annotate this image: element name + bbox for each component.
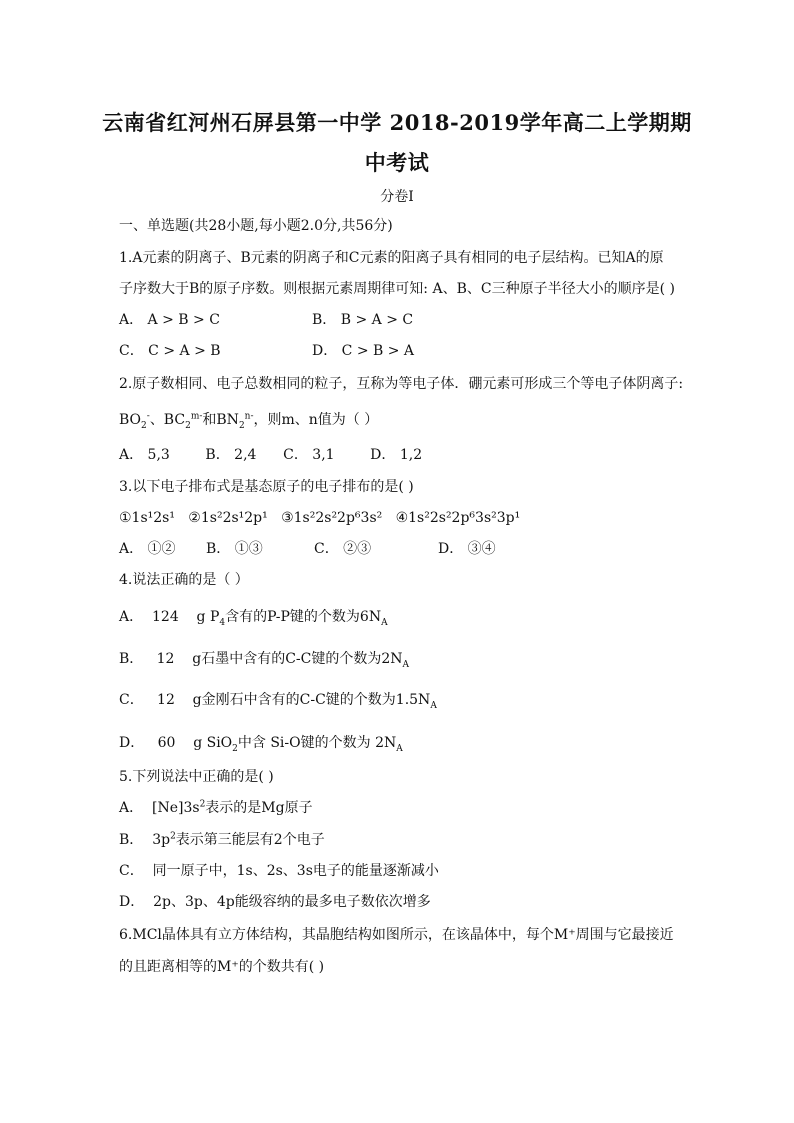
q4-d-na: A	[396, 743, 403, 754]
q1-option-d: D． C > B > A	[312, 343, 415, 359]
q4-stem: 4.说法正确的是（ ）	[119, 572, 249, 588]
q2-bo: BO	[119, 412, 142, 428]
q4-a-pre: A． 124 g P	[119, 609, 220, 625]
q5-b-sup: 2	[170, 831, 176, 842]
title-line-1: 云南省红河州石屏县第一中学 2018-2019学年高二上学期期	[102, 110, 692, 135]
q4-a-post: 含有的P-P键的个数为6N	[225, 609, 382, 625]
q2-bn: 和BN	[202, 412, 239, 428]
q5-option-d: D． 2p、3p、4p能级容纳的最多电子数依次增多	[119, 894, 431, 910]
q4-b-na: A	[402, 659, 410, 670]
title-line-2: 中考试	[364, 150, 430, 175]
q5-option-b	[119, 831, 325, 849]
q4-a-sub: 4	[219, 617, 226, 628]
q1-option-a: A． A > B > C	[119, 312, 220, 328]
q1-stem-line-1: 1.A元素的阴离子、B元素的阴离子和C元素的阳离子具有相同的电子层结构。已知A的原	[119, 250, 664, 266]
q6-stem-line-2: 的且距离相等的M⁺的个数共有( )	[119, 959, 325, 975]
q3-stem: 3.以下电子排布式是基态原子的电子排布的是( )	[119, 479, 414, 495]
q4-d-pre: D． 60 g SiO	[119, 735, 233, 751]
volume-label: 分卷I	[380, 189, 414, 205]
q5-stem: 5.下列说法中正确的是( )	[119, 769, 274, 785]
q5-option-a	[119, 799, 313, 817]
q4-b-pre: B． 12 g石墨中含有的C-C键的个数为2N	[119, 651, 403, 667]
q2-stem-line-1: 2.原子数相同、电子总数相同的粒子，互称为等电子体．硼元素可形成三个等电子体阴离子:	[119, 376, 684, 392]
q2-stem-line-2	[119, 411, 378, 429]
q4-c-na: A	[430, 700, 437, 711]
q5-b-post: 表示第三能层有2个电子	[175, 832, 325, 848]
q2-bc-sup: m-	[190, 411, 203, 422]
section-heading: 一、单选题(共28小题,每小题2.0分,共56分)	[119, 218, 393, 234]
q4-option-a	[119, 608, 388, 626]
q4-option-c	[119, 691, 437, 709]
q3-option-b: B． ①③	[206, 541, 263, 557]
q2-options: A． 5,3 B． 2,4 C． 3,1 D． 1,2	[119, 447, 423, 463]
q1-stem-line-2: 子序数大于B的原子序数。则根据元素周期律可知: A、B、C三种原子半径大小的顺序是( )	[119, 281, 675, 297]
q2-bn-sub: 2	[238, 420, 245, 431]
q1-option-b: B． B > A > C	[312, 312, 414, 328]
q2-tail: ，则m、n值为（ ）	[253, 412, 379, 428]
q5-option-c: C． 同一原子中，1s、2s、3s电子的能量逐渐减小	[119, 863, 439, 879]
q3-option-a: A． ①②	[119, 541, 176, 557]
q5-a-post: 表示的是Mg原子	[205, 800, 313, 816]
q1-option-c: C． C > A > B	[119, 343, 221, 359]
q4-option-b	[119, 650, 409, 668]
q5-b-pre: B． 3p	[119, 832, 171, 848]
q2-bc: 、BC	[149, 412, 186, 428]
q2-bc-sub: 2	[185, 420, 191, 431]
q2-bo-sub: 2	[141, 420, 147, 431]
q6-stem-line-1: 6.MCl晶体具有立方体结构，其晶胞结构如图所示，在该晶体中，每个M⁺周围与它最接近	[119, 927, 674, 943]
q4-option-d	[119, 734, 403, 752]
q5-a-pre: A． [Ne]3s	[119, 800, 200, 816]
q3-option-d: D． ③④	[438, 541, 496, 557]
q2-bo-sup: -	[146, 411, 150, 422]
q4-a-na: A	[381, 617, 388, 628]
q4-c-pre: C． 12 g金刚石中含有的C-C键的个数为1.5N	[119, 692, 431, 708]
q3-configurations: ①1s¹2s¹ ②1s²2s¹2p¹ ③1s²2s²2p⁶3s² ④1s²2s²2p⁶3s²3p¹	[119, 510, 521, 526]
q5-a-sup: 2	[199, 799, 206, 810]
q2-bn-sup: n-	[244, 411, 254, 422]
q4-d-sub: 2	[232, 743, 238, 754]
q4-d-post: 中含 Si-O键的个数为 2N	[237, 735, 397, 751]
q3-option-c: C． ②③	[314, 541, 372, 557]
